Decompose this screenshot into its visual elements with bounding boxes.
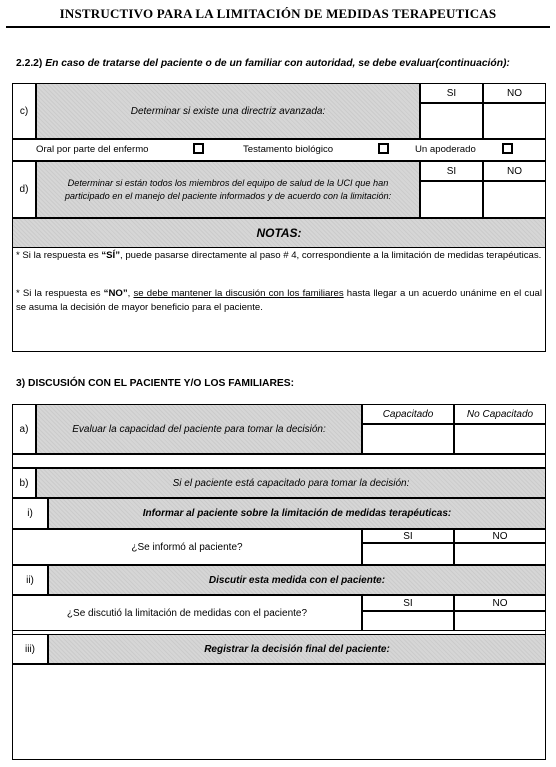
row-i-no-header: NO xyxy=(454,529,546,543)
section-222-text: En caso de tratarse del paciente o de un familiar con autoridad, se debe evaluar(continuación): xyxy=(45,58,510,69)
row-b-label: b) xyxy=(12,468,36,498)
row-i-si-header: SI xyxy=(362,529,454,543)
note-1-rest: , puede pasarse directamente al paso # 4, correspondiente a la limitación de medidas terapéuticas. xyxy=(120,250,542,261)
note-2-prefix: * Si la respuesta es xyxy=(16,288,104,299)
row-ii-label: ii) xyxy=(12,565,48,595)
no-capacitado-header: No Capacitado xyxy=(454,404,546,424)
row-ii-si-cell[interactable] xyxy=(362,611,454,631)
document-title: INSTRUCTIVO PARA LA LIMITACIÓN DE MEDIDAS TERAPEUTICAS xyxy=(59,6,497,21)
section-3-heading: 3) DISCUSIÓN CON EL PACIENTE Y/O LOS FAMILIARES: xyxy=(16,378,295,389)
row-d-si-cell[interactable] xyxy=(420,181,483,218)
note-2-underline: se debe mantener la discusión con los familiares xyxy=(133,288,344,299)
capacitado-cell[interactable] xyxy=(362,424,454,454)
row-c-label: c) xyxy=(12,83,36,139)
capacitado-header: Capacitado xyxy=(362,404,454,424)
row-i-no-cell[interactable] xyxy=(454,543,546,565)
option-testamento-checkbox[interactable] xyxy=(378,143,389,154)
row-c-question: Determinar si existe una directriz avanzada: xyxy=(36,83,420,139)
row-d-no-cell[interactable] xyxy=(483,181,546,218)
note-2 xyxy=(16,287,542,315)
option-oral-checkbox[interactable] xyxy=(193,143,204,154)
row-ii-text: Discutir esta medida con el paciente: xyxy=(48,565,546,595)
row-ii-no-header: NO xyxy=(454,595,546,611)
option-apoderado-checkbox[interactable] xyxy=(502,143,513,154)
row-iii-text: Registrar la decisión final del paciente: xyxy=(48,634,546,664)
row-d-question: Determinar si están todos los miembros del equipo de salud de la UCI que han participado en el manejo del paciente informados y de acuerdo con la limitación: xyxy=(36,161,420,218)
spacer-row xyxy=(12,454,546,468)
row-i-text: Informar al paciente sobre la limitación de medidas terapéuticas: xyxy=(48,498,546,529)
note-1 xyxy=(16,249,542,263)
row-a-question: Evaluar la capacidad del paciente para tomar la decisión: xyxy=(36,404,362,454)
note-1-prefix: * Si la respuesta es xyxy=(16,250,102,261)
row-a-label: a) xyxy=(12,404,36,454)
row-iii-label: iii) xyxy=(12,634,48,664)
option-testamento-label: Testamento biológico xyxy=(243,144,334,155)
option-apoderado-label: Un apoderado xyxy=(415,144,476,155)
row-d-no-header: NO xyxy=(483,161,546,181)
row-c-si-cell[interactable] xyxy=(420,103,483,139)
note-1-bold: “SÍ” xyxy=(101,250,120,261)
row-ii-question: ¿Se discutió la limitación de medidas con el paciente? xyxy=(12,595,362,631)
note-2-rest: hasta llegar a un acuerdo unánime en el cual se asuma la decisión de mayor beneficio para el paciente. xyxy=(16,288,542,313)
notes-header: NOTAS: xyxy=(12,218,546,248)
title-rule xyxy=(6,26,550,28)
row-i-si-cell[interactable] xyxy=(362,543,454,565)
option-oral-label: Oral por parte del enfermo xyxy=(36,144,149,155)
row-i-question: ¿Se informó al paciente? xyxy=(12,529,362,565)
row-d-label: d) xyxy=(12,161,36,218)
note-2-bold: “NO” xyxy=(103,288,128,299)
row-i-label: i) xyxy=(12,498,48,529)
row-c-no-cell[interactable] xyxy=(483,103,546,139)
row-ii-no-cell[interactable] xyxy=(454,611,546,631)
row-c-si-header: SI xyxy=(420,83,483,103)
note-2-mid: , xyxy=(127,288,134,299)
final-decision-area[interactable] xyxy=(12,664,546,760)
section-222-heading xyxy=(16,58,546,69)
row-ii-si-header: SI xyxy=(362,595,454,611)
row-d-si-header: SI xyxy=(420,161,483,181)
section-222-number: 2.2.2) xyxy=(16,58,43,69)
no-capacitado-cell[interactable] xyxy=(454,424,546,454)
row-c-no-header: NO xyxy=(483,83,546,103)
row-b-text: Si el paciente está capacitado para tomar la decisión: xyxy=(36,468,546,498)
